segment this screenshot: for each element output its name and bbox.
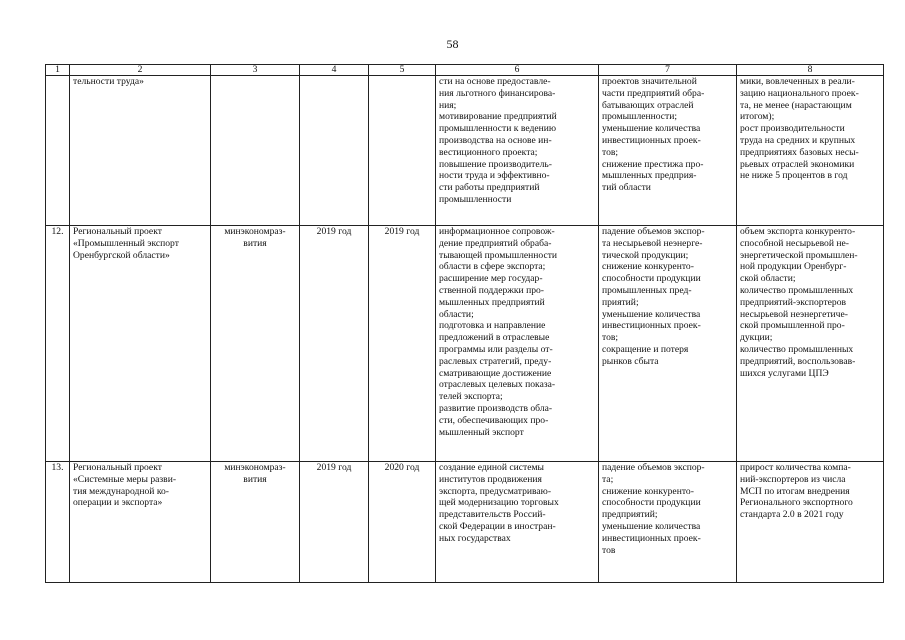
cell-line: вития — [243, 473, 267, 485]
cell-line: представительств Россий- — [439, 509, 546, 521]
cell-line: рынков сбыта — [602, 355, 659, 367]
start-year-cell — [300, 76, 369, 226]
table-row — [46, 226, 884, 462]
cell-line: развитие производств обла- — [439, 402, 553, 414]
cell-line: способности продукции — [602, 497, 701, 509]
cell-line: объем экспорта конкуренто- — [740, 226, 856, 237]
cell-line: ния; — [439, 99, 457, 111]
indicators-cell — [737, 226, 884, 462]
cell-line: расширение мер государ- — [439, 273, 543, 285]
responsible-cell — [211, 76, 300, 226]
cell-line: тий области — [602, 182, 651, 194]
cell-line: способной несырьевой не- — [740, 237, 849, 249]
row-number-cell: 13. — [46, 462, 70, 583]
cell-line: ской области; — [740, 273, 796, 285]
cell-line: создание единой системы — [439, 462, 544, 473]
cell-line: ний-экспортеров из числа — [740, 473, 846, 485]
cell-line: тов; — [602, 146, 619, 158]
cell-line: области; — [439, 308, 474, 320]
cell-line: уменьшение количества — [602, 308, 701, 320]
project-name-cell — [70, 76, 211, 226]
cell-line: предприятий; — [602, 509, 658, 521]
cell-line: предприятий-экспортеров — [740, 296, 847, 308]
cell-line: программы или разделы от- — [439, 343, 553, 355]
cell-line: ных государствах — [439, 532, 511, 544]
cell-line: отраслевых целевых показа- — [439, 379, 556, 391]
cell-line: вестиционного проекта; — [439, 146, 538, 158]
cell-line: снижение престижа про- — [602, 158, 704, 170]
cell-line: тывающей промышленности — [439, 249, 558, 261]
cell-line: ской промышленной про- — [740, 320, 845, 332]
col-header-1: 1 — [46, 65, 70, 76]
cell-line: телей экспорта; — [439, 391, 503, 403]
cell-line: уменьшение количества — [602, 520, 701, 532]
cell-line: проектов значительной — [602, 76, 697, 87]
table-row — [46, 76, 884, 226]
plan-table — [45, 64, 884, 583]
cell-line: тов — [602, 544, 616, 556]
cell-line: информационное сопровож- — [439, 226, 555, 237]
cell-line: Региональный проект — [73, 462, 162, 473]
cell-line: уменьшение количества — [602, 123, 701, 135]
cell-line: сматривающие достижение — [439, 367, 552, 379]
cell-line: энергетической промышлен- — [740, 249, 858, 261]
cell-line: падение объемов экспор- — [602, 226, 705, 237]
col-header-7: 7 — [599, 65, 737, 76]
cell-line: сти на основе предоставле- — [439, 76, 551, 87]
cell-line: стандарта 2.0 в 2021 году — [740, 509, 844, 521]
cell-line: тов; — [602, 332, 619, 344]
cell-line: дукции; — [740, 332, 773, 344]
cell-line: мышленный экспорт — [439, 426, 524, 438]
cell-line: сокращение и потеря — [602, 343, 689, 355]
row-number-cell: 12. — [46, 226, 70, 462]
col-header-2: 2 — [70, 65, 211, 76]
page-number: 58 — [446, 37, 459, 51]
cell-line: «Промышленный экспорт — [73, 237, 179, 249]
cell-line: промышленных пред- — [602, 284, 692, 296]
content-cell — [436, 226, 599, 462]
cell-line: Региональный проект — [73, 226, 162, 237]
cell-line: мышленных предприятий — [439, 296, 545, 308]
cell-line: рост производительности — [740, 123, 845, 135]
cell-line: дение предприятий обраба- — [439, 237, 552, 249]
cell-line: снижение конкуренто- — [602, 485, 694, 497]
cell-line: тической продукции; — [602, 249, 689, 261]
cell-line: сти, обеспечивающих про- — [439, 414, 549, 426]
cell-line: экспорта, предусматриваю- — [439, 485, 552, 497]
cell-line: ной продукции Оренбург- — [740, 261, 847, 273]
cell-line: шихся услугами ЦПЭ — [740, 367, 829, 379]
col-header-4: 4 — [300, 65, 369, 76]
cell-line: части предприятий обра- — [602, 87, 705, 99]
cell-line: «Системные меры разви- — [73, 473, 177, 485]
cell-line: сти работы предприятий — [439, 182, 540, 194]
cell-line: раслевых стратегий, преду- — [439, 355, 552, 367]
cell-line: ности труда и эффективно- — [439, 170, 550, 182]
cell-line: несырьевой неэнергетиче- — [740, 308, 848, 320]
project-name-cell — [70, 226, 211, 462]
cell-line: повышение производитель- — [439, 158, 552, 170]
cell-line: прирост количества компа- — [740, 462, 851, 473]
cell-line: способности продукции — [602, 273, 701, 285]
cell-line: промышленности; — [602, 111, 678, 123]
cell-line: инвестиционных проек- — [602, 532, 701, 544]
cell-line: инвестиционных проек- — [602, 320, 701, 332]
table-row — [46, 462, 884, 583]
consequences-cell — [599, 226, 737, 462]
cell-line: та, не менее (нарастающим — [740, 99, 852, 111]
responsible-cell — [211, 462, 300, 583]
cell-line: тия международной ко- — [73, 485, 169, 497]
consequences-cell — [599, 462, 737, 583]
content-cell — [436, 76, 599, 226]
cell-line: итогом); — [740, 111, 775, 123]
cell-line: МСП по итогам внедрения — [740, 485, 850, 497]
cell-line: ственной поддержки про- — [439, 284, 544, 296]
cell-line: инвестиционных проек- — [602, 134, 701, 146]
row-number-cell — [46, 76, 70, 226]
cell-line: промышленности к ведению — [439, 123, 557, 135]
content-cell — [436, 462, 599, 583]
start-year-cell: 2019 год — [300, 462, 369, 583]
cell-line: вития — [243, 237, 267, 249]
end-year-cell: 2019 год — [369, 226, 436, 462]
cell-line: приятий; — [602, 296, 639, 308]
cell-line: та; — [602, 473, 614, 485]
cell-line: Оренбургской области» — [73, 249, 170, 261]
cell-line: минэкономраз- — [224, 462, 286, 473]
cell-line: та несырьевой неэнерге- — [602, 237, 703, 249]
cell-line: ской Федерации в иностран- — [439, 520, 556, 532]
cell-line: операции и экспорта» — [73, 497, 163, 509]
cell-line: подготовка и направление — [439, 320, 546, 332]
cell-line: предприятиях базовых несы- — [740, 146, 859, 158]
cell-line: промышленности — [439, 193, 512, 205]
start-year-cell: 2019 год — [300, 226, 369, 462]
cell-line: минэкономраз- — [224, 226, 286, 237]
cell-line: рьевых отраслей экономики — [740, 158, 855, 170]
cell-line: тельности труда» — [73, 76, 144, 87]
cell-line: предложений в отраслевые — [439, 332, 550, 344]
cell-line: количество промышленных — [740, 343, 854, 355]
col-header-6: 6 — [436, 65, 599, 76]
cell-line: падение объемов экспор- — [602, 462, 705, 473]
end-year-cell — [369, 76, 436, 226]
cell-line: мотивирование предприятий — [439, 111, 557, 123]
cell-line: области в сфере экспорта; — [439, 261, 546, 273]
col-header-8: 8 — [737, 65, 884, 76]
cell-line: щей модернизацию торговых — [439, 497, 559, 509]
cell-line: мышленных предприя- — [602, 170, 697, 182]
responsible-cell — [211, 226, 300, 462]
cell-line: производства на основе ин- — [439, 134, 552, 146]
col-header-5: 5 — [369, 65, 436, 76]
cell-line: батывающих отраслей — [602, 99, 694, 111]
cell-line: институтов продвижения — [439, 473, 542, 485]
cell-line: не ниже 5 процентов в год — [740, 170, 848, 182]
header-row — [46, 65, 884, 76]
indicators-cell — [737, 76, 884, 226]
cell-line: Регионального экспортного — [740, 497, 853, 509]
project-name-cell — [70, 462, 211, 583]
cell-line: снижение конкуренто- — [602, 261, 694, 273]
cell-line: предприятий, воспользовав- — [740, 355, 856, 367]
col-header-3: 3 — [211, 65, 300, 76]
cell-line: количество промышленных — [740, 284, 854, 296]
cell-line: мики, вовлеченных в реали- — [740, 76, 855, 87]
cell-line: ния льготного финансирова- — [439, 87, 556, 99]
cell-line: зацию национального проек- — [740, 87, 859, 99]
consequences-cell — [599, 76, 737, 226]
cell-line: труда на средних и крупных — [740, 134, 856, 146]
end-year-cell: 2020 год — [369, 462, 436, 583]
indicators-cell — [737, 462, 884, 583]
